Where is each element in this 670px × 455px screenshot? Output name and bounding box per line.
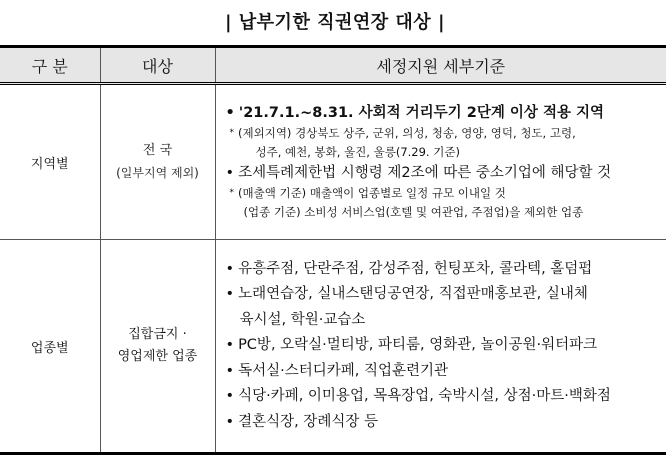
business-item-4: • 독서실·스터디카페, 직업훈련기관 [226,359,663,385]
region-note-2b: (업종 기준) 소비성 서비스업(호텔 및 여관업, 주점업)을 제외한 업종 [243,205,584,219]
region-target-note: (일부지역 제외) [116,166,199,180]
region-note-1a: * (제외지역) 경상북도 상주, 군위, 의성, 청송, 영양, 영덕, 청도, 고령, [226,124,663,143]
business-item-1: • 유흥주점, 단란주점, 감성주점, 헌팅포차, 콜라텍, 홀덤펍 [226,257,663,283]
region-bullet-1: • '21.7.1.~8.31. 사회적 거리두기 2단계 이상 적용 지역 [226,102,663,124]
region-criteria-cell [215,84,666,240]
table-row-business [0,240,666,454]
region-note-1b: 성주, 예천, 봉화, 울진, 울릉(7.29. 기준) [255,145,460,159]
business-item-2: • 노래연습장, 실내스탠딩공연장, 직접판매홍보관, 실내체 [226,282,663,308]
region-bullet-2: • 조세특례제한법 시행령 제2조에 따른 중소기업에 해당할 것 [226,162,663,184]
business-item-5: • 식당·카페, 이미용업, 목욕장업, 숙박시설, 상점·마트·백화점 [226,384,663,410]
business-target-line1: 집합금지 · [128,327,187,342]
business-item-3: • PC방, 오락실·멀티방, 파티룸, 영화관, 놀이공원·워터파크 [226,333,663,359]
business-target-cell [100,240,215,454]
header-target: 대상 [100,47,215,84]
business-target-line2: 영업제한 업종 [117,349,198,364]
business-criteria-cell [215,240,666,454]
region-target: 전 국 [142,143,173,158]
region-target-cell [100,84,215,240]
page-title: | 납부기한 직권연장 대상 | [224,12,446,33]
table-header-row [0,47,666,84]
region-category: 지역별 [0,84,100,240]
table-row-region [0,84,666,240]
support-criteria-table [0,45,666,455]
header-criteria: 세정지원 세부기준 [215,47,666,84]
business-item-2-cont: 육시설, 학원·교습소 [239,311,366,328]
business-category: 업종별 [0,240,100,454]
business-item-6: • 결혼식장, 장례식장 등 [226,410,663,436]
region-note-2a: * (매출액 기준) 매출액이 업종별로 일정 규모 이내일 것 [226,184,663,203]
header-category: 구 분 [0,47,100,84]
